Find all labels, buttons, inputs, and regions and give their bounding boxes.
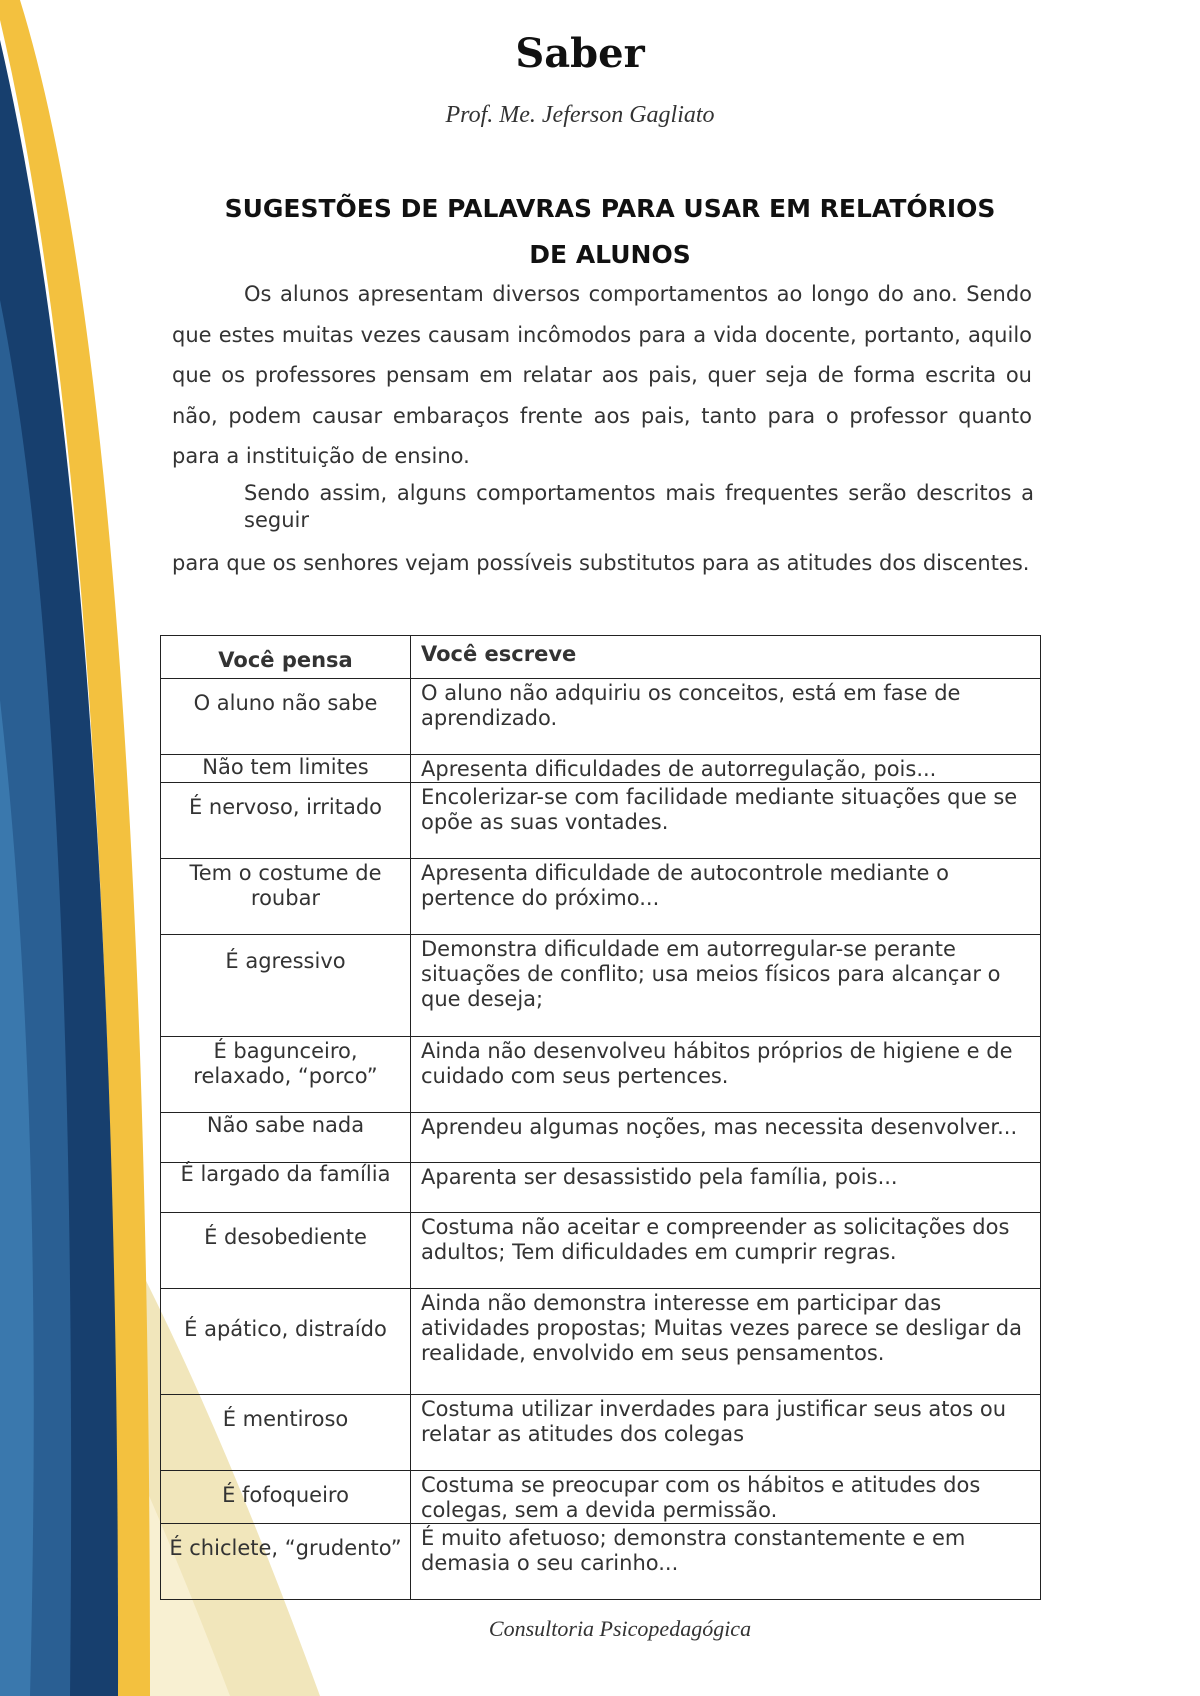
cell-write: Aprendeu algumas noções, mas necessita desenvolver... bbox=[411, 1113, 1041, 1163]
table-row bbox=[161, 1037, 1041, 1113]
header-you-think: Você pensa bbox=[161, 636, 411, 679]
table-row bbox=[161, 935, 1041, 1037]
cell-think: Não sabe nada bbox=[161, 1113, 411, 1163]
table-row bbox=[161, 755, 1041, 783]
table-row bbox=[161, 1524, 1041, 1600]
cell-think: Tem o costume de roubar bbox=[161, 859, 411, 935]
table-row bbox=[161, 859, 1041, 935]
table-row bbox=[161, 679, 1041, 755]
intro-paragraph: Os alunos apresentam diversos comportamentos ao longo do ano. Sendo que estes muitas vezes causam incômodos para a vida docente, portanto, aquilo que os professores pensam em relatar aos pais, quer seja de forma escrita ou não, podem causar embaraços frente aos pais, tanto para o professor quanto para a instituição de ensino. bbox=[172, 282, 1032, 468]
cell-write: Encolerizar-se com facilidade mediante situações que se opõe as suas vontades. bbox=[411, 783, 1041, 859]
table-row bbox=[161, 1163, 1041, 1213]
table-header-row bbox=[161, 636, 1041, 679]
cell-write: Ainda não demonstra interesse em participar das atividades propostas; Muitas vezes parece se desligar da realidade, envolvido em seus pensamentos. bbox=[411, 1289, 1041, 1395]
cell-write: Costuma não aceitar e compreender as solicitações dos adultos; Tem dificuldades em cumprir regras. bbox=[411, 1213, 1041, 1289]
second-paragraph: Sendo assim, alguns comportamentos mais frequentes serão descritos a seguir bbox=[244, 481, 1034, 532]
cell-think: Não tem limites bbox=[161, 755, 411, 783]
cell-think: É agressivo bbox=[161, 935, 411, 1037]
table-row bbox=[161, 1289, 1041, 1395]
cell-think: É nervoso, irritado bbox=[161, 783, 411, 859]
cell-write: Ainda não desenvolveu hábitos próprios de higiene e de cuidado com seus pertences. bbox=[411, 1037, 1041, 1113]
cell-write: Apresenta dificuldade de autocontrole mediante o pertence do próximo... bbox=[411, 859, 1041, 935]
footer-consultancy: Consultoria Psicopedagógica bbox=[488, 1616, 752, 1641]
table-row bbox=[161, 1113, 1041, 1163]
cell-think: O aluno não sabe bbox=[161, 679, 411, 755]
cell-write: Costuma utilizar inverdades para justificar seus atos ou relatar as atitudes dos colegas bbox=[411, 1395, 1041, 1471]
brand-title: Saber bbox=[515, 30, 645, 77]
cell-think: É bagunceiro, relaxado, “porco” bbox=[161, 1037, 411, 1113]
cell-think: É chiclete, “grudento” bbox=[161, 1524, 411, 1600]
table-row bbox=[161, 1395, 1041, 1471]
cell-think: É mentiroso bbox=[161, 1395, 411, 1471]
third-paragraph: para que os senhores vejam possíveis substitutos para as atitudes dos discentes. bbox=[172, 551, 1030, 575]
cell-write: Apresenta dificuldades de autorregulação, pois... bbox=[411, 755, 1041, 783]
cell-think: É apático, distraído bbox=[161, 1289, 411, 1395]
cell-write: Costuma se preocupar com os hábitos e atitudes dos colegas, sem a devida permissão. bbox=[411, 1471, 1041, 1524]
table-row bbox=[161, 1213, 1041, 1289]
document-title: SUGESTÕES DE PALAVRAS PARA USAR EM RELATÓRIOS DE ALUNOS bbox=[224, 194, 996, 269]
table-row bbox=[161, 1471, 1041, 1524]
cell-think: É desobediente bbox=[161, 1213, 411, 1289]
author-line: Prof. Me. Jeferson Gagliato bbox=[445, 102, 715, 128]
footer-email-cropped bbox=[460, 1650, 780, 1662]
cell-write: Demonstra dificuldade em autorregular-se perante situações de conflito; usa meios físicos para alcançar o que deseja; bbox=[411, 935, 1041, 1037]
table-row bbox=[161, 783, 1041, 859]
cell-think: É largado da família bbox=[161, 1163, 411, 1213]
cell-think: É fofoqueiro bbox=[161, 1471, 411, 1524]
suggestions-table bbox=[160, 635, 1041, 1600]
cell-write: O aluno não adquiriu os conceitos, está em fase de aprendizado. bbox=[411, 679, 1041, 755]
cell-write: É muito afetuoso; demonstra constantemente e em demasia o seu carinho... bbox=[411, 1524, 1041, 1600]
cell-write: Aparenta ser desassistido pela família, pois... bbox=[411, 1163, 1041, 1213]
header-you-write: Você escreve bbox=[411, 636, 1041, 679]
